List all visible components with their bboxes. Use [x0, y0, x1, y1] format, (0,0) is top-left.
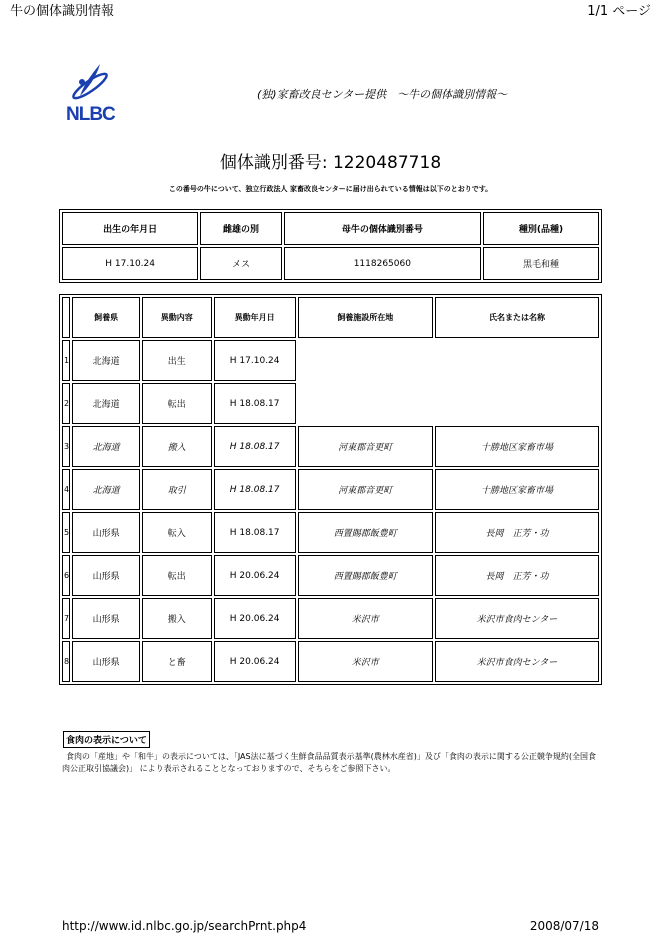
- row-movement: 転出: [142, 383, 212, 424]
- row-facility: 米沢市: [298, 598, 433, 639]
- table-row: [62, 340, 599, 381]
- table-row: [62, 383, 599, 424]
- print-header-page: 1/1 ページ: [587, 4, 651, 19]
- row-date: H 18.08.17: [214, 512, 296, 553]
- table-row: [62, 598, 599, 639]
- id-label: 個体識別番号: [219, 153, 322, 173]
- print-header-title: 牛の個体識別情報: [10, 4, 115, 19]
- row-prefecture: 山形県: [72, 641, 140, 682]
- header-facility-location: 飼養施設所在地: [298, 297, 433, 338]
- row-owner: 長岡 正芳・功: [435, 512, 599, 553]
- table-row: [62, 512, 599, 553]
- logo-text: NLBC: [66, 104, 115, 125]
- row-index: 6: [62, 555, 70, 596]
- row-date: H 18.08.17: [214, 383, 296, 424]
- row-date: H 18.08.17: [214, 426, 296, 467]
- row-index: 8: [62, 641, 70, 682]
- value-sex: メス: [200, 247, 281, 280]
- header-dam-id: 母牛の個体識別番号: [284, 212, 481, 245]
- row-index: 4: [62, 469, 70, 510]
- row-date: H 20.06.24: [214, 641, 296, 682]
- history-header-row: [62, 297, 599, 338]
- row-prefecture: 山形県: [72, 512, 140, 553]
- row-prefecture: 北海道: [72, 426, 140, 467]
- row-prefecture: 山形県: [72, 598, 140, 639]
- header-birthdate: 出生の年月日: [62, 212, 198, 245]
- row-movement: 転出: [142, 555, 212, 596]
- notice-text: 食肉の「産地」や「和牛」の表示については、「JAS法に基づく生鮮食品品質表示基準(農林水産省)」及び「食肉の表示に関する公正競争規約(全国食肉公正取引協議会)」 により表示されることとなっておりますので、そちらをご参照下さい。: [62, 752, 596, 773]
- row-owner: [435, 340, 599, 381]
- table-row: [62, 555, 599, 596]
- row-index: 1: [62, 340, 70, 381]
- row-prefecture: 北海道: [72, 383, 140, 424]
- row-movement: と畜: [142, 641, 212, 682]
- row-facility: 米沢市: [298, 641, 433, 682]
- table-row: [62, 426, 599, 467]
- row-owner: [435, 383, 599, 424]
- table-row: [62, 641, 599, 682]
- header-sex: 雌雄の別: [200, 212, 281, 245]
- row-facility: [298, 340, 433, 381]
- value-birthdate: H 17.10.24: [62, 247, 198, 280]
- row-movement: 搬入: [142, 598, 212, 639]
- page-title: [0, 148, 661, 173]
- footer-url: http://www.id.nlbc.go.jp/searchPrnt.php4: [62, 919, 307, 933]
- row-index: 2: [62, 383, 70, 424]
- row-date: H 20.06.24: [214, 555, 296, 596]
- row-facility: 西置賜郡飯豊町: [298, 555, 433, 596]
- header-owner-name: 氏名または名称: [435, 297, 599, 338]
- row-index: 5: [62, 512, 70, 553]
- row-date: H 18.08.17: [214, 469, 296, 510]
- header-movement: 異動内容: [142, 297, 212, 338]
- table-row: [62, 469, 599, 510]
- row-owner: 長岡 正芳・功: [435, 555, 599, 596]
- row-prefecture: 山形県: [72, 555, 140, 596]
- value-breed: 黒毛和種: [483, 247, 599, 280]
- subtitle: この番号の牛について、独立行政法人 家畜改良センターに届け出られている情報は以下のとおりです。: [168, 185, 493, 193]
- row-index: 7: [62, 598, 70, 639]
- provider-text: (独)家畜改良センター提供 ～牛の個体識別情報～: [257, 88, 508, 101]
- row-movement: 取引: [142, 469, 212, 510]
- row-prefecture: 北海道: [72, 340, 140, 381]
- summary-table: [59, 209, 602, 283]
- row-prefecture: 北海道: [72, 469, 140, 510]
- row-facility: 河東郡音更町: [298, 426, 433, 467]
- row-owner: 米沢市食肉センター: [435, 598, 599, 639]
- row-movement: 出生: [142, 340, 212, 381]
- notice-title: 食肉の表示について: [63, 731, 150, 748]
- header-index: [62, 297, 70, 338]
- row-owner: 十勝地区家畜市場: [435, 469, 599, 510]
- header-breed: 種別(品種): [483, 212, 599, 245]
- row-date: H 20.06.24: [214, 598, 296, 639]
- value-dam-id: 1118265060: [284, 247, 481, 280]
- row-date: H 17.10.24: [214, 340, 296, 381]
- row-facility: 西置賜郡飯豊町: [298, 512, 433, 553]
- row-index: 3: [62, 426, 70, 467]
- header-movement-date: 異動年月日: [214, 297, 296, 338]
- row-owner: 十勝地区家畜市場: [435, 426, 599, 467]
- footer-date: 2008/07/18: [529, 919, 599, 933]
- header-prefecture: 飼養県: [72, 297, 140, 338]
- summary-value-row: [62, 247, 599, 280]
- summary-header-row: [62, 212, 599, 245]
- row-facility: 河東郡音更町: [298, 469, 433, 510]
- row-facility: [298, 383, 433, 424]
- row-owner: 米沢市食肉センター: [435, 641, 599, 682]
- row-movement: 搬入: [142, 426, 212, 467]
- id-number: : 1220487718: [321, 153, 442, 173]
- history-table: [59, 294, 602, 685]
- row-movement: 転入: [142, 512, 212, 553]
